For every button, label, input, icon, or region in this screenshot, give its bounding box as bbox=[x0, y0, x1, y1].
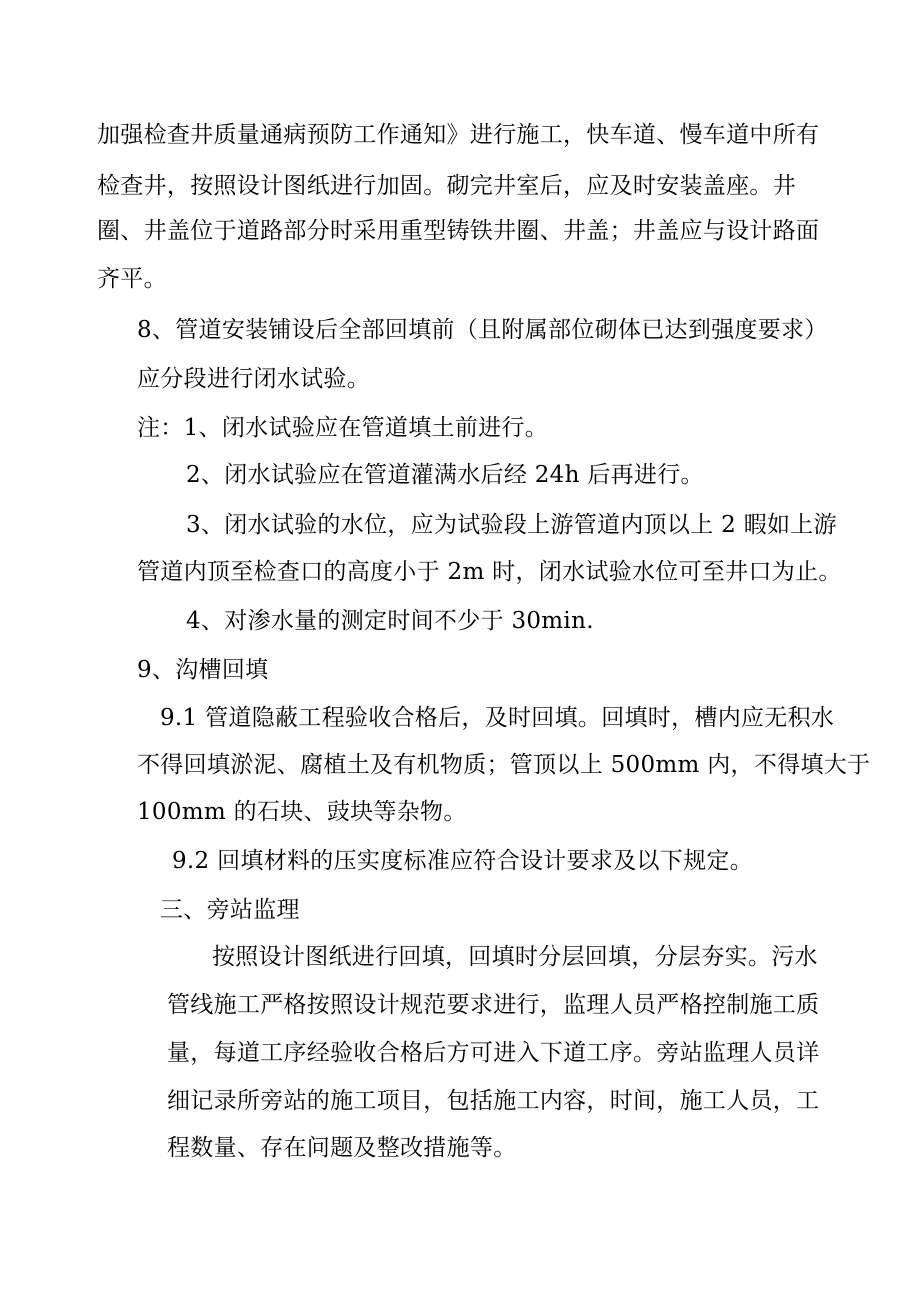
paragraph-line: 量，每道工序经验收合格后方可进入下道工序。旁站监理人员详 bbox=[167, 1040, 820, 1066]
section-heading: 9、沟槽回填 bbox=[137, 657, 269, 683]
paragraph-line: 8、管道安装铺设后全部回填前（且附属部位砌体已达到强度要求） bbox=[137, 317, 828, 343]
paragraph-line: 圈、井盖位于道路部分时采用重型铸铁井圈、井盖；井盖应与设计路面 bbox=[97, 218, 820, 244]
note-line: 4、对渗水量的测定时间不少于 30min. bbox=[186, 608, 594, 634]
paragraph-line: 管线施工严格按照设计规范要求进行，监理人员严格控制施工质 bbox=[167, 992, 820, 1018]
paragraph-line: 按照设计图纸进行回填，回填时分层回填，分层夯实。污水 bbox=[212, 944, 818, 970]
paragraph-line: 不得回填淤泥、腐植土及有机物质；管顶以上 500mm 内，不得填大于 bbox=[137, 752, 871, 778]
paragraph-line: 9.2 回填材料的压实度标准应符合设计要求及以下规定。 bbox=[172, 848, 753, 874]
paragraph-line: 100mm 的石块、豉块等杂物。 bbox=[137, 799, 467, 825]
paragraph-line: 程数量、存在问题及整改措施等。 bbox=[167, 1135, 517, 1161]
paragraph-line: 检查井，按照设计图纸进行加固。砌完井室后，应及时安装盖座。井 bbox=[97, 173, 796, 199]
section-heading: 三、旁站监理 bbox=[160, 897, 300, 923]
paragraph-line: 加强检查井质量通病预防工作通知》进行施工，快车道、慢车道中所有 bbox=[97, 122, 820, 148]
paragraph-line: 应分段进行闭水试验。 bbox=[137, 366, 370, 392]
note-line: 2、闭水试验应在管道灌满水后经 24h 后再进行。 bbox=[186, 462, 704, 488]
paragraph-line: 9.1 管道隐蔽工程验收合格后，及时回填。回填时，槽内应无积水 bbox=[160, 705, 835, 731]
note-line: 3、闭水试验的水位，应为试验段上游管道内顶以上 2 暇如上游 bbox=[186, 512, 837, 538]
note-line: 管道内顶至检查口的高度小于 2m 时，闭水试验水位可至井口为止。 bbox=[137, 559, 842, 585]
paragraph-line: 细记录所旁站的施工项目，包括施工内容，时间，施工人员，工 bbox=[167, 1088, 820, 1114]
paragraph-line: 齐平。 bbox=[97, 266, 167, 292]
note-line: 注：1、闭水试验应在管道填土前进行。 bbox=[137, 415, 549, 441]
